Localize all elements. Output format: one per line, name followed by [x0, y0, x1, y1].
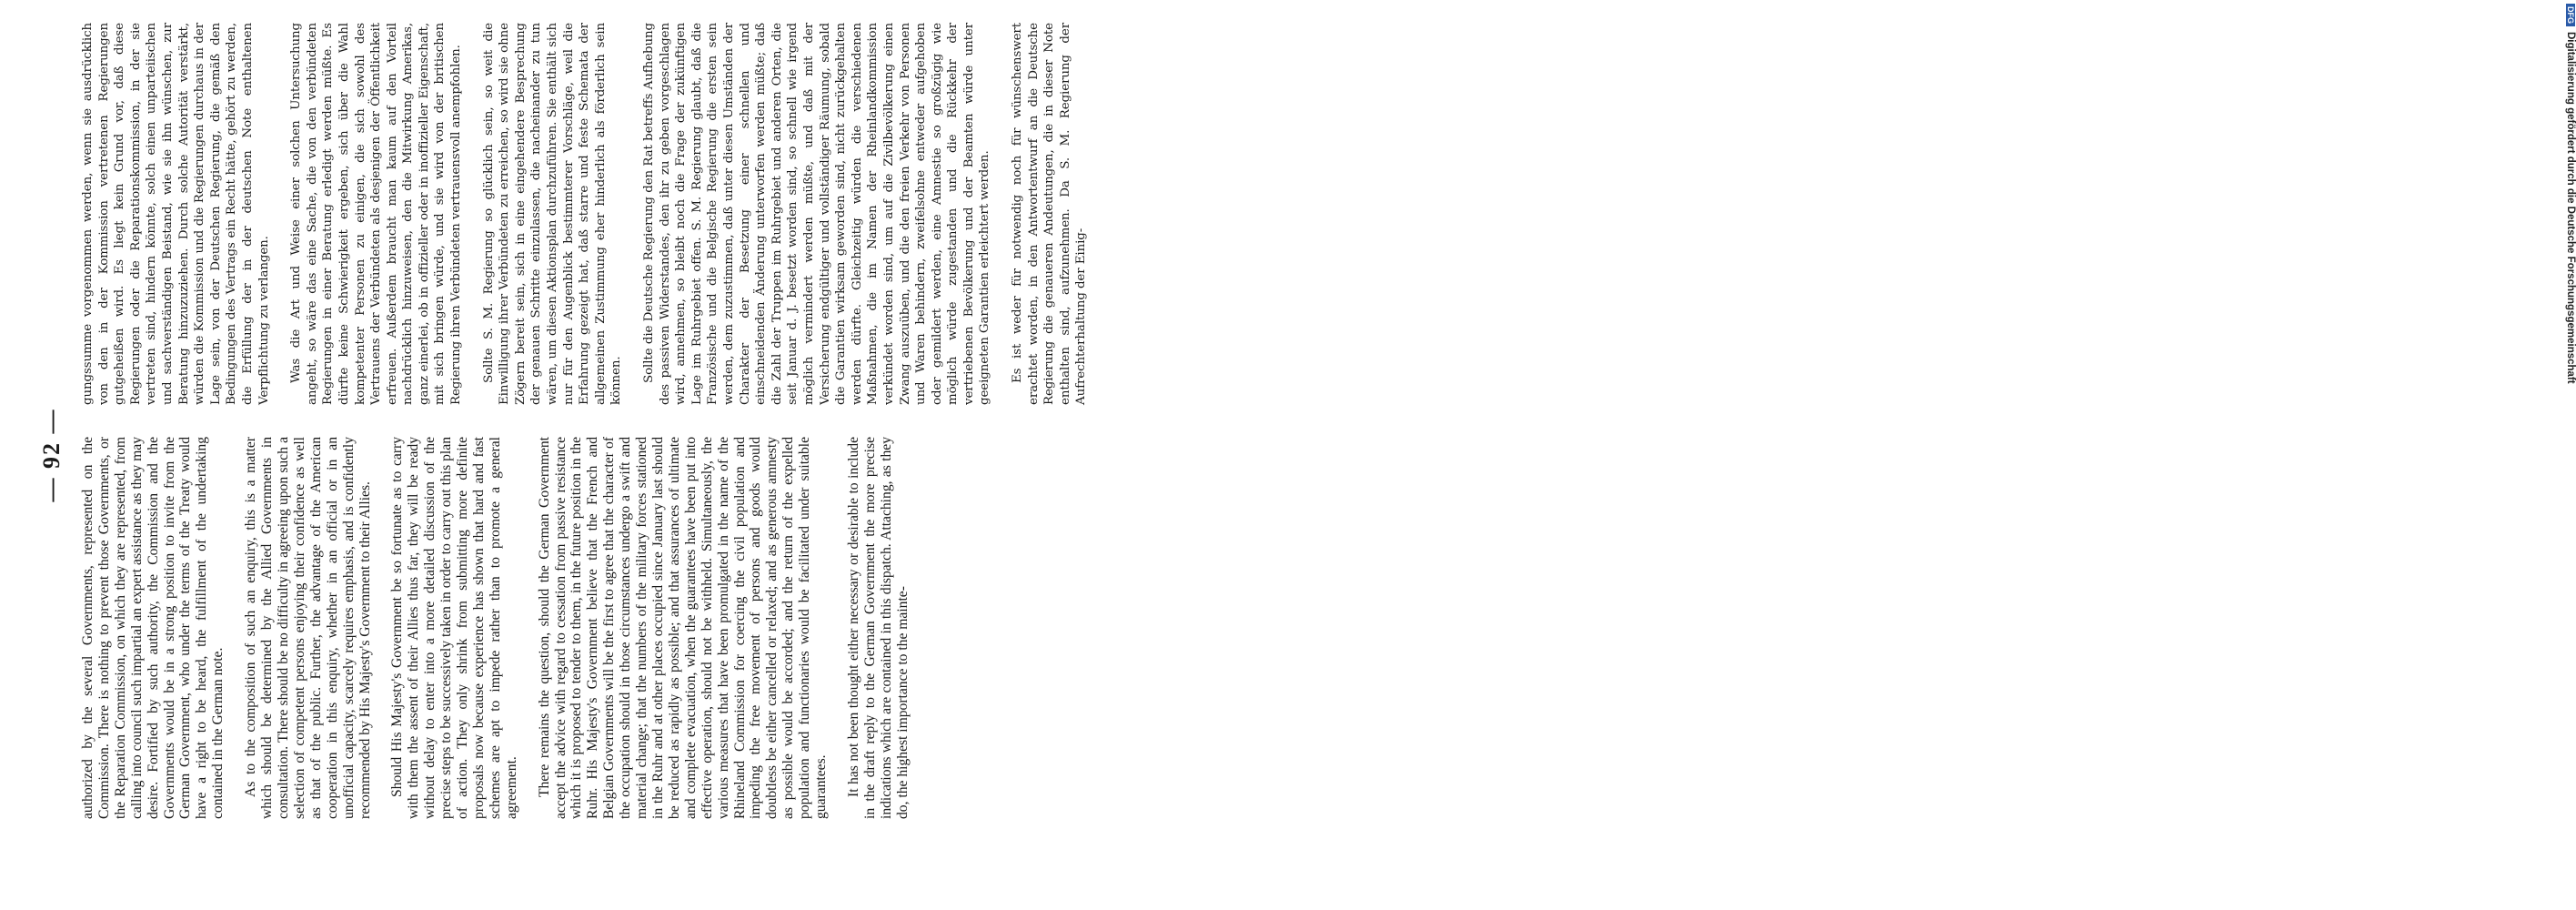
- digitization-credit: [1277, 0, 2576, 910]
- german-paragraph-2: Was die Art und Weise einer solchen Untersuchung angeht, so wäre das eine Sache, die von den verbündeten Regierungen in einer Beratung erledigt werden müßte. Es dürfte keine Schwierigkeit ergeben, sich über die Wahl kompetenter Personen zu einigen, die sich sowohl des Vertrauens der Verbündeten als desjenigen der Öffentlichkeit erfreuen. Außerdem braucht man kaum auf den Vorteil nachdrücklich hinzuweisen, den die Mitwirkung Amerikas, ganz einerlei, ob in offizieller oder in inoffizieller Eigenschaft, mit sich bringen würde, und sie wird von der britischen Regierung ihren Verbündeten vertrauensvoll anempfohlen.: [289, 23, 464, 405]
- german-paragraph-3: Sollte S. M. Regierung so glücklich sein, so weit die Einwilligung ihrer Verbündeten zu erreichen, so wird sie ohne Zögern bereit sein, sich in eine eingehendere Besprechung der genauen Schritte einzulassen, die nacheinander zu tun wären, um diesen Aktionsplan durchzuführen. Sie enthält sich nur für den Augenblick bestimmterer Vorschläge, weil die Erfahrung gezeigt hat, daß starre und feste Schemata der allgemeinen Zustimmung eher hinderlich als förderlich sein können.: [481, 23, 624, 405]
- english-paragraph-1: authorized by the several Governments, represented on the Commission. There is nothing to prevent those Governments, or the Reparation Commission, on which they are represented, from calling into council such impartial an expert assistance as they may desire. Fortified by such authority, the Commission and the Governments would be in a strong position to invite from the German Government, who under the terms of the Treaty would have a right to be heard, the fulfillment of the undertaking contained in the German note.: [80, 437, 226, 819]
- digitization-credit-text: [2565, 4, 2576, 384]
- document-page: [0, 0, 1255, 910]
- english-paragraph-5: It has not been thought either necessary or desirable to include in the draft reply to the German Government the more precise indications which are contained in this dispatch. Attaching, as they do, the highest importance to the mainte-: [845, 437, 911, 819]
- english-paragraph-4: There remains the question, should the German Government accept the advice with regard to cessation from passive resistance which it is proposed to tender to them, in the future position in the Ruhr. His Majesty's Government believe that the French and Belgian Governments will be the first to agree that the character of the occupation should in those circumstances undergo a swift and material change; that the numbers of the military forces stationed in the Ruhr and at other places occupied since January last should be reduced as rapidly as possible; and that assurances of ultimate and complete evacuation, when the guarantees have been put into effective operation, should not be withheld. Simultaneously, the various measures that have been promulgated in the name of the Rhineland Commission for coercing the civil population and impeding the free movement of persons and goods would doubtless be either cancelled or relaxed; and as generous amnesty as possible would be accorded; and the return of the expelled population and functionaries would be facilitated under suitable guarantees.: [536, 437, 830, 819]
- english-paragraph-2: As to the composition of such an enquiry, this is a matter which should be determined by the Allied Governments in consultation. There should be no difficulty in agreeing upon such a selection of competent persons enjoying their confidence as well as that of the public. Further, the advantage of the American cooperation in this enquiry, whether in an official or in an unofficial capacity, scarcely requires emphasis, and is confidently recommended by His Majesty's Government to their Allies.: [243, 437, 373, 819]
- digitization-credit-label: Digitalisierung gefördert durch die Deutsche Forschungsgemeinschaft: [2565, 32, 2576, 384]
- english-column: [80, 437, 928, 819]
- german-paragraph-4: Sollte die Deutsche Regierung den Rat betreffs Aufhebung des passiven Widerstandes, den ihr zu geben vorgeschlagen wird, annehmen, so bleibt noch die Frage der zukünftigen Lage im Ruhrgebiet offen. S. M. Regierung glaubt, daß die Französische und die Belgische Regierung die ersten sein werden, dem zuzustimmen, daß unter diesen Umständen der Charakter der Besetzung einer schnellen und einschneidenden Änderung unterworfen werden müßte; daß die Zahl der Truppen im Ruhrgebiet und anderen Orten, die seit Januar d. J. besetzt worden sind, so schnell wie irgend möglich vermindert werden müßte, und daß mit der Versicherung endgültiger und vollständiger Räumung, sobald die Garantien wirksam geworden sind, nicht zurückgehalten werden dürfte. Gleichzeitig würden die verschiedenen Maßnahmen, die im Namen der Rheinlandkommission verkündet worden sind, um auf die Zivilbevölkerung einen Zwang auszuüben, und die den freien Verkehr von Personen und Waren behindern, zweifelsohne entweder aufgehoben oder gemildert werden, eine Amnestie so großzügig wie möglich würde zugestanden und die Rückkehr der vertriebenen Bevölkerung und der Beamten würde unter geeigneten Garantien erleichtert werden.: [642, 23, 992, 405]
- dfg-logo-icon: DFG: [2566, 4, 2575, 26]
- english-paragraph-3: Should His Majesty's Government be so fortunate as to carry with them the assent of their Allies thus far, they will be ready without delay to enter into a more detailed discussion of the precise steps to be successively taken in order to carry out this plan of action. They only shrink from submitting more definite proposals now because experience has shown that hard and fast schemes are apt to impede rather than to promote a general agreement.: [389, 437, 519, 819]
- page-number: — 92 —: [38, 408, 65, 502]
- german-paragraph-5: Es ist weder für notwendig noch für wünschenswert erachtet worden, in den Antwortentwurf an die Deutsche Regierung die genaueren Andeutungen, die in dieser Note enthalten sind, aufzunehmen. Da S. M. Regierung der Aufrechterhaltung der Einig-: [1011, 23, 1089, 405]
- german-column: [80, 23, 1106, 405]
- german-paragraph-1: gungssumme vorgenommen werden, wenn sie ausdrücklich von den in der Kommission vertretenen Regierungen gutgeheißen wird. Es liegt kein Grund vor, daß diese Regierungen oder die Reparationskommission, in der sie vertreten sind, hindern könnte, solch einen unparteiischen und sachverständigen Beistand, wie sie ihn wünschen, zur Beratung hinzuzuziehen. Durch solche Autorität verstärkt, würden die Kommission und die Regierungen durchaus in der Lage sein, von der Deutschen Regierung, die gemäß den Bedingungen des Vertrags ein Recht hätte, gehört zu werden, die Erfüllung der in der deutschen Note enthaltenen Verpflichtung zu verlangen.: [81, 23, 271, 405]
